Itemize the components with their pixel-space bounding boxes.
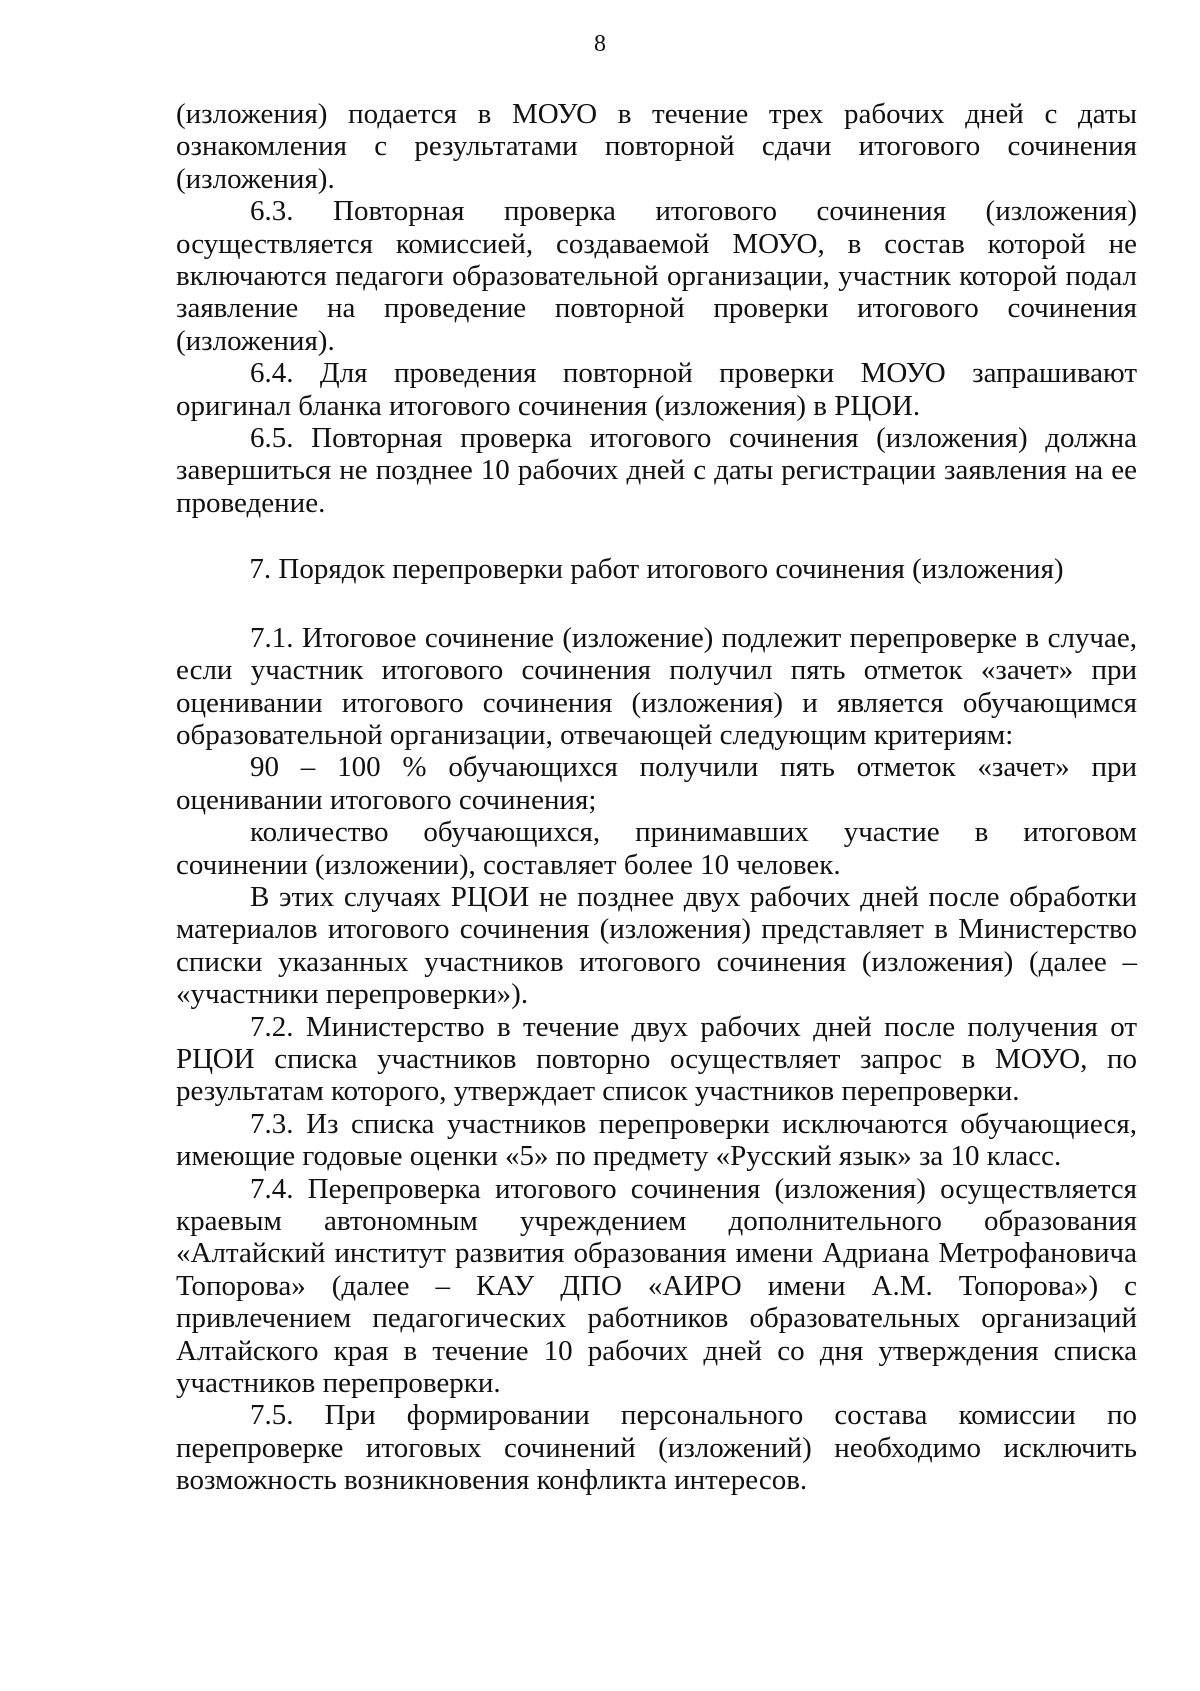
section-heading-7: 7. Порядок перепроверки работ итогового сочинения (изложения) [249,553,1064,586]
paragraph-rcoi-lists: В этих случаях РЦОИ не позднее двух рабочих дней после обработки материалов итогового сочинения (изложения) представляет в Министерство списки указанных участников итогового сочинения (изложения) (далее – «участники перепроверки»). [176,880,1137,1011]
paragraph-criterion-2: количество обучающихся, принимавших участие в итоговом сочинении (изложении), составляет более 10 человек. [176,816,1137,881]
page-number: 8 [594,31,606,57]
document-body [176,98,1137,1497]
paragraph-6-4: 6.4. Для проведения повторной проверки МОУО запрашивают оригинал бланка итогового сочинения (изложения) в РЦОИ. [176,357,1137,422]
paragraph-7-1: 7.1. Итоговое сочинение (изложение) подлежит перепроверке в случае, если участник итогового сочинения получил пять отметок «зачет» при оценивании итогового сочинения (изложения) и является обучающимся образовательной организации, отвечающей следующим критериям: [176,621,1137,751]
paragraph-continuation: (изложения) подается в МОУО в течение трех рабочих дней с даты ознакомления с результатами повторной сдачи итогового сочинения (изложения). [176,98,1137,195]
paragraph-7-5: 7.5. При формировании персонального состава комиссии по перепроверке итоговых сочинений (изложений) необходимо исключить возможность возникновения конфликта интересов. [176,1399,1137,1497]
paragraph-7-2: 7.2. Министерство в течение двух рабочих дней после получения от РЦОИ списка участников повторно осуществляет запрос в МОУО, по результатам которого, утверждает список участников перепроверки. [176,1010,1137,1108]
paragraph-7-4: 7.4. Перепроверка итогового сочинения (изложения) осуществляется краевым автономным учреждением дополнительного образования «Алтайский институт развития образования имени Адриана Метрофановича Топорова» (далее – КАУ ДПО «АИРО имени А.М. Топорова») с привлечением педагогических работников образовательных организаций Алтайского края в течение 10 рабочих дней со дня утверждения списка участников перепроверки. [176,1172,1137,1400]
paragraph-6-3: 6.3. Повторная проверка итогового сочинения (изложения) осуществляется комиссией, создаваемой МОУО, в состав которой не включаются педагоги образовательной организации, участник которой подал заявление на проведение повторной проверки итогового сочинения (изложения). [176,195,1137,357]
paragraph-criterion-1: 90 – 100 % обучающихся получили пять отметок «зачет» при оценивании итогового сочинения; [176,751,1137,816]
paragraph-7-3: 7.3. Из списка участников перепроверки исключаются обучающиеся, имеющие годовые оценки «5» по предмету «Русский язык» за 10 класс. [176,1107,1137,1173]
paragraph-6-5: 6.5. Повторная проверка итогового сочинения (изложения) должна завершиться не позднее 10 рабочих дней с даты регистрации заявления на ее проведение. [176,422,1137,519]
